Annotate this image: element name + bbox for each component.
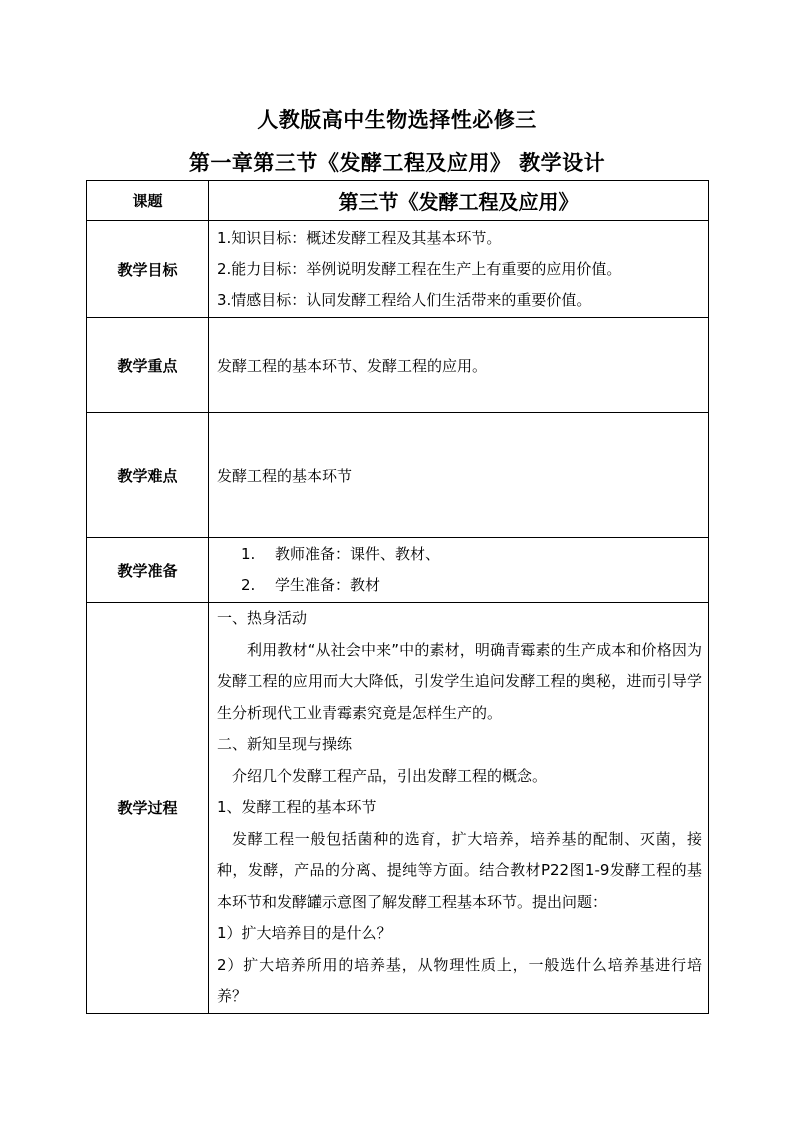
objectives-cell bbox=[209, 221, 709, 318]
difficulties-value: 发酵工程的基本环节 bbox=[209, 413, 709, 538]
preparation-item-number: 1. bbox=[241, 545, 256, 563]
process-subsection1-body: 发酵工程一般包括菌种的选育，扩大培养，培养基的配制、灭菌，接种，发酵，产品的分离、提纯等方面。结合教材P22图1-9发酵工程的基本环节和发酵罐示意图了解发酵工程基本环节。提出问题： bbox=[217, 829, 702, 911]
objective-item: 3.情感目标：认同发酵工程给人们生活带来的重要价值。 bbox=[217, 290, 592, 309]
process-question-2: 2）扩大培养所用的培养基，从物理性质上，一般选什么培养基进行培养？ bbox=[217, 955, 702, 1005]
topic-label: 课题 bbox=[87, 181, 209, 221]
table-row-topic bbox=[87, 181, 709, 221]
document-title: 人教版高中生物选择性必修三 bbox=[257, 108, 537, 132]
process-section1-heading: 一、热身活动 bbox=[217, 609, 308, 627]
table-row-process bbox=[87, 603, 709, 1014]
process-section2-heading: 二、新知呈现与操练 bbox=[217, 735, 353, 753]
objective-item: 1.知识目标：概述发酵工程及其基本环节。 bbox=[217, 228, 502, 247]
preparation-item-number: 2. bbox=[241, 576, 256, 594]
process-cell bbox=[209, 603, 709, 1014]
preparation-cell bbox=[209, 538, 709, 603]
process-section1-body: 利用教材“从社会中来”中的素材，明确青霉素的生产成本和价格因为发酵工程的应用而大大降低，引发学生追问发酵工程的奥秘，进而引导学生分析现代工业青霉素究竟是怎样生产的。 bbox=[217, 640, 702, 722]
process-section2-body: 介绍几个发酵工程产品，引出发酵工程的概念。 bbox=[232, 766, 548, 785]
preparation-item-text: 学生准备：教材 bbox=[275, 576, 381, 594]
preparation-item bbox=[217, 570, 702, 601]
table-row-objectives bbox=[87, 221, 709, 318]
objective-item: 2.能力目标：举例说明发酵工程在生产上有重要的应用价值。 bbox=[217, 259, 622, 278]
document-subtitle: 第一章第三节《发酵工程及应用》 教学设计 bbox=[188, 151, 606, 175]
table-row-preparation bbox=[87, 538, 709, 603]
objectives-label: 教学目标 bbox=[87, 221, 209, 318]
difficulties-label: 教学难点 bbox=[87, 413, 209, 538]
key-points-label: 教学重点 bbox=[87, 318, 209, 413]
preparation-label: 教学准备 bbox=[87, 538, 209, 603]
table-row-difficulties bbox=[87, 413, 709, 538]
lesson-plan-table bbox=[86, 180, 709, 1014]
topic-value: 第三节《发酵工程及应用》 bbox=[209, 181, 709, 221]
preparation-item bbox=[217, 539, 702, 570]
preparation-item-text: 教师准备：课件、教材、 bbox=[275, 545, 441, 563]
process-label: 教学过程 bbox=[87, 603, 209, 1014]
key-points-value: 发酵工程的基本环节、发酵工程的应用。 bbox=[209, 318, 709, 413]
process-subsection1-heading: 1、发酵工程的基本环节 bbox=[217, 798, 377, 816]
process-question-1: 1）扩大培养目的是什么？ bbox=[217, 924, 392, 942]
table-row-key-points bbox=[87, 318, 709, 413]
